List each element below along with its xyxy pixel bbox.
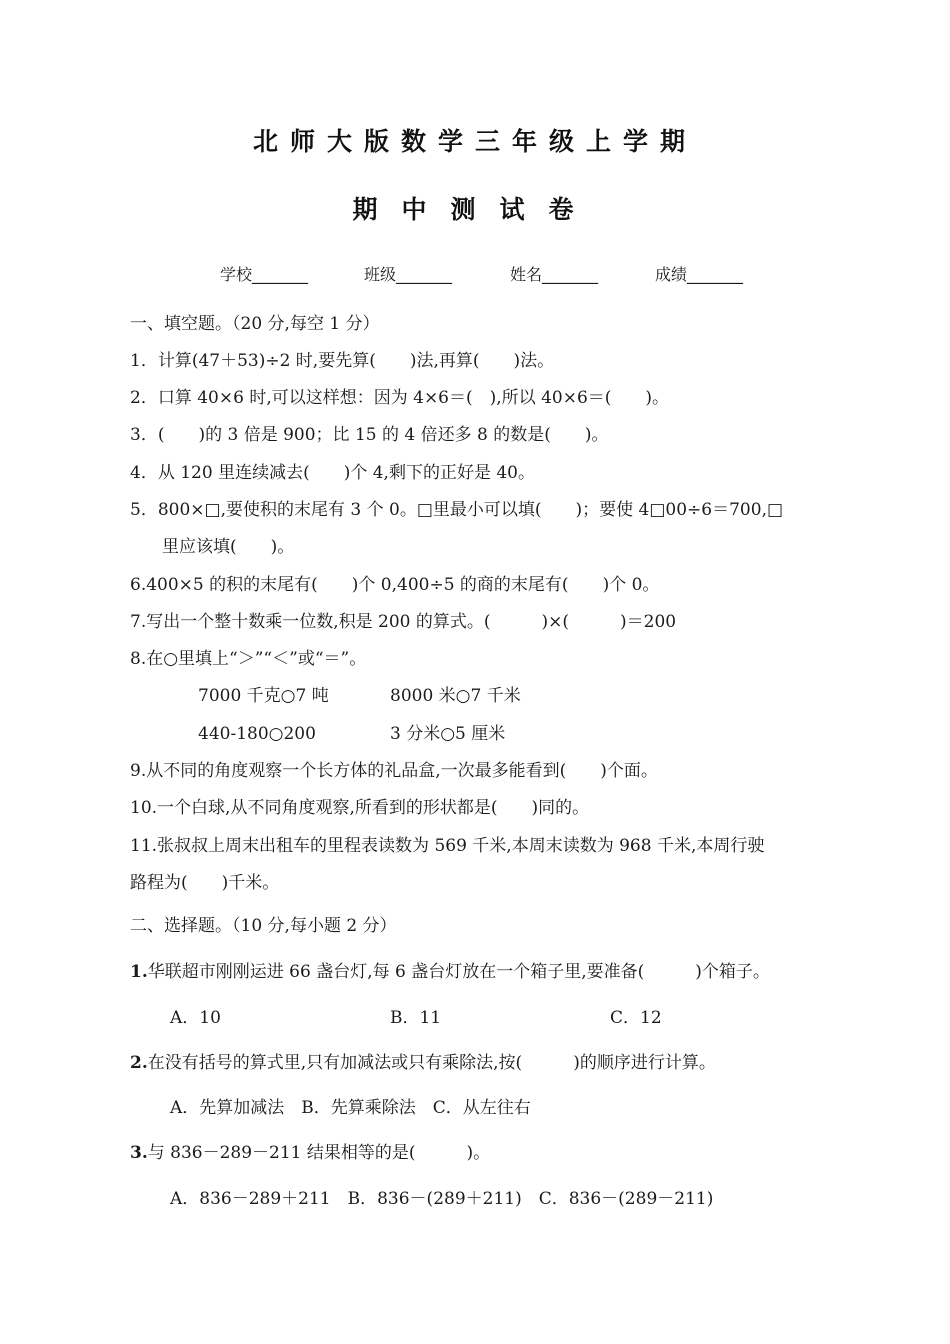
question-2-2-options: A．先算加减法 B．先算乘除法 C．从左往右: [170, 1098, 531, 1118]
question-1-6: 6.400×5 的积的末尾有( )个 0,400÷5 的商的末尾有( )个 0。: [130, 575, 660, 595]
exam-subtitle: 期中测试卷: [352, 195, 598, 224]
question-number: 2.: [130, 1053, 148, 1073]
q8-item: 3 分米○5 厘米: [390, 724, 506, 744]
question-number: 3.: [130, 1143, 148, 1163]
question-1-11-line1: 11.张叔叔上周末出租车的里程表读数为 569 千米,本周末读数为 968 千米,本周行驶: [130, 836, 765, 856]
question-text: 与 836－289－211 结果相等的是( )。: [147, 1143, 491, 1163]
question-1-9: 9.从不同的角度观察一个长方体的礼品盒,一次最多能看到( )个面。: [130, 761, 658, 781]
q8-item: 440-180○200: [198, 724, 316, 744]
section1-heading: 一、填空题。（20 分,每空 1 分）: [130, 314, 380, 334]
question-1-3: 3．( )的 3 倍是 900；比 15 的 4 倍还多 8 的数是( )。: [130, 425, 609, 445]
class-field: 班级_______: [364, 265, 453, 284]
school-field: 学校_______: [220, 265, 309, 284]
name-field: 姓名_______: [510, 265, 599, 284]
question-2-1: [130, 960, 770, 984]
question-1-2: 2．口算 40×6 时,可以这样想：因为 4×6＝( ),所以 40×6＝( )。: [130, 388, 670, 408]
question-1-1: 1．计算(47＋53)÷2 时,要先算( )法,再算( )法。: [130, 351, 555, 371]
question-1-5-line2: 里应该填( )。: [162, 537, 295, 557]
question-1-8: 8.在○里填上“＞”“＜”或“＝”。: [130, 649, 367, 669]
score-field: 成绩_______: [655, 265, 744, 284]
q8-item: 7000 千克○7 吨: [198, 686, 329, 706]
question-1-7: 7.写出一个整十数乘一位数,积是 200 的算式。( )×( )＝200: [130, 612, 677, 632]
option-c: C．12: [610, 1008, 662, 1028]
question-1-10: 10.一个白球,从不同角度观察,所看到的形状都是( )同的。: [130, 798, 590, 818]
question-2-3: [130, 1141, 490, 1165]
exam-title: 北师大版数学三年级上学期: [252, 127, 697, 156]
question-text: 华联超市刚刚运进 66 盏台灯,每 6 盏台灯放在一个箱子里,要准备( )个箱子。: [147, 962, 770, 982]
question-number: 1.: [130, 962, 148, 982]
q8-item: 8000 米○7 千米: [390, 686, 521, 706]
question-2-3-options: A．836－289＋211 B．836－(289＋211) C．836－(289－211): [170, 1189, 714, 1209]
question-text: 在没有括号的算式里,只有加减法或只有乘除法,按( )的顺序进行计算。: [147, 1053, 716, 1073]
question-2-2: [130, 1051, 716, 1075]
section2-heading: 二、选择题。（10 分,每小题 2 分）: [130, 916, 397, 936]
question-1-4: 4．从 120 里连续减去( )个 4,剩下的正好是 40。: [130, 463, 535, 483]
question-1-11-line2: 路程为( )千米。: [130, 873, 280, 893]
option-b: B．11: [390, 1008, 442, 1028]
option-a: A．10: [170, 1008, 221, 1028]
question-1-5-line1: 5．800×□,要使积的末尾有 3 个 0。□里最小可以填( )；要使 4□00÷6＝700,□: [130, 500, 784, 520]
